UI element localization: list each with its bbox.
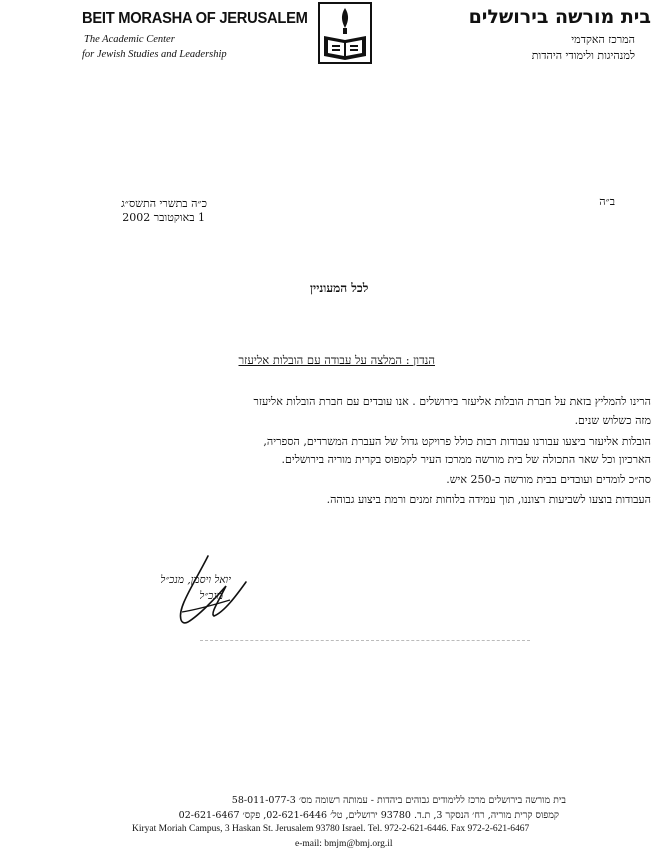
addressee: לכל המעוניין	[310, 281, 369, 295]
body-line: הובלות אליעזר ביצעו עבורנו עבודות רבות כולל פרויקט גדול של העברת המשרדים, הספריה,	[263, 435, 651, 448]
org-subtitle-english-2: for Jewish Studies and Leadership	[82, 49, 227, 60]
footer-line-1: בית מורשה בירושלים מרכז ללימודים גבוהים ביהדות - עמותה רשומה מס׳ 58-011-077-3	[231, 795, 566, 806]
footer-email: e-mail: bmjm@bmj.org.il	[295, 839, 393, 849]
footer-line-3: Kiryat Moriah Campus, 3 Haskan St. Jerusalem 93780 Israel. Tel. 972-2-621-6446. Fax 972-2-621-6467	[132, 824, 530, 834]
body-line: העבודות בוצעו לשביעות רצוננו, תוך עמידה בלוחות זמנים ורמת ביצוע גבוהה.	[326, 493, 651, 506]
scan-artifact-line	[200, 640, 530, 641]
body-line: הרינו להמליץ בזאת על חברת הובלות אליעזר בירושלים . אנו עובדים עם חברת הובלות אליעזר	[253, 395, 651, 408]
bh-mark: ב״ה	[599, 195, 615, 208]
body-line: הארכיון וכל שאר התכולה של בית מורשה ממרכז העיר לקמפוס בקרית מוריה בירושלים.	[281, 453, 651, 466]
subject-line: הנדון : המלצה על עבודה עם הובלות אליעזר	[238, 353, 435, 367]
org-name-hebrew: בית מורשה בירושלים	[468, 6, 651, 28]
signer-title: מנכ״ל	[199, 590, 223, 602]
org-subtitle-hebrew-2: למנהיגות ולימודי היהדות	[531, 49, 635, 62]
org-name-english: BEIT MORASHA OF JERUSALEM	[82, 10, 308, 27]
body-line: סה״כ לומדים ועובדים בבית מורשה כ-250 איש.	[446, 473, 651, 486]
beit-morasha-logo	[318, 2, 372, 64]
hebrew-date: כ״ה בתשרי התשס״ג	[121, 197, 207, 210]
gregorian-date: 1 באוקטובר 2002	[122, 211, 205, 224]
body-line: מזה כשלוש שנים.	[574, 414, 651, 427]
signer-name: יואל ויסמן, מנכ״ל	[160, 574, 231, 586]
org-subtitle-hebrew-1: המרכז האקדמי	[571, 33, 635, 46]
org-subtitle-english-1: The Academic Center	[84, 34, 175, 45]
footer-line-2: קמפוס קרית מוריה, רח׳ הנסקר 3, ת.ד. 93780 ירושלים, טל׳ 02-621-6446, פקס׳ 02-621-6467	[178, 810, 559, 821]
